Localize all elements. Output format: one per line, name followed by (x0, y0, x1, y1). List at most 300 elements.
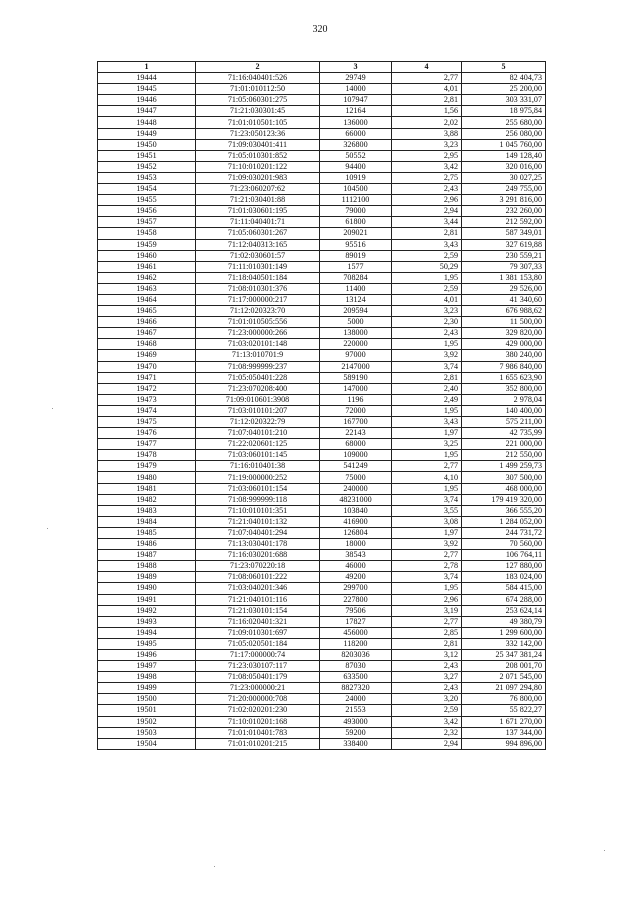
table-row (98, 439, 546, 450)
value-cell: 41 340,60 (462, 294, 546, 305)
row-number-cell: 19500 (98, 694, 196, 705)
area-cell: 103840 (320, 505, 392, 516)
rate-cell: 1,95 (392, 405, 462, 416)
row-number-cell: 19484 (98, 516, 196, 527)
area-cell: 1577 (320, 261, 392, 272)
row-number-cell: 19473 (98, 394, 196, 405)
row-number-cell: 19480 (98, 472, 196, 483)
value-cell: 468 000,00 (462, 483, 546, 494)
rate-cell: 3,43 (392, 417, 462, 428)
value-cell: 575 211,00 (462, 417, 546, 428)
rate-cell: 2,77 (392, 73, 462, 84)
value-cell: 327 619,88 (462, 239, 546, 250)
value-cell: 1 284 052,00 (462, 516, 546, 527)
area-cell: 66000 (320, 128, 392, 139)
area-cell: 79506 (320, 605, 392, 616)
value-cell: 221 000,00 (462, 439, 546, 450)
row-number-cell: 19489 (98, 572, 196, 583)
value-cell: 303 331,07 (462, 95, 546, 106)
value-cell: 179 419 320,00 (462, 494, 546, 505)
rate-cell: 1,95 (392, 450, 462, 461)
table-row (98, 738, 546, 749)
area-cell: 75000 (320, 472, 392, 483)
table-row (98, 483, 546, 494)
value-cell: 429 000,00 (462, 339, 546, 350)
row-number-cell: 19447 (98, 106, 196, 117)
cadastral-number-cell: 71:02:030601:57 (196, 250, 320, 261)
area-cell: 48231000 (320, 494, 392, 505)
area-cell: 24000 (320, 694, 392, 705)
cadastral-number-cell: 71:19:000000:252 (196, 472, 320, 483)
rate-cell: 50,29 (392, 261, 462, 272)
row-number-cell: 19491 (98, 594, 196, 605)
rate-cell: 3,23 (392, 139, 462, 150)
area-cell: 68000 (320, 439, 392, 450)
table-row (98, 161, 546, 172)
area-cell: 138000 (320, 328, 392, 339)
area-cell: 49200 (320, 572, 392, 583)
area-cell: 136000 (320, 117, 392, 128)
area-cell: 227800 (320, 594, 392, 605)
row-number-cell: 19482 (98, 494, 196, 505)
row-number-cell: 19461 (98, 261, 196, 272)
cadastral-number-cell: 71:05:050401:228 (196, 372, 320, 383)
value-cell: 30 027,25 (462, 172, 546, 183)
rate-cell: 1,95 (392, 583, 462, 594)
row-number-cell: 19450 (98, 139, 196, 150)
row-number-cell: 19469 (98, 350, 196, 361)
cadastral-number-cell: 71:17:000000:217 (196, 294, 320, 305)
table-row (98, 405, 546, 416)
area-cell: 708284 (320, 272, 392, 283)
cadastral-number-cell: 71:23:060207:62 (196, 184, 320, 195)
area-cell: 456000 (320, 627, 392, 638)
row-number-cell: 19458 (98, 228, 196, 239)
cadastral-number-cell: 71:01:030601:195 (196, 206, 320, 217)
table-row (98, 306, 546, 317)
scan-speck (52, 408, 53, 409)
table-row (98, 250, 546, 261)
row-number-cell: 19503 (98, 727, 196, 738)
cadastral-number-cell: 71:03:020101:148 (196, 339, 320, 350)
row-number-cell: 19495 (98, 638, 196, 649)
table-row (98, 106, 546, 117)
area-cell: 209594 (320, 306, 392, 317)
area-cell: 18000 (320, 539, 392, 550)
value-cell: 49 380,79 (462, 616, 546, 627)
row-number-cell: 19490 (98, 583, 196, 594)
table-row (98, 561, 546, 572)
area-cell: 1112100 (320, 195, 392, 206)
area-cell: 220000 (320, 339, 392, 350)
value-cell: 584 415,00 (462, 583, 546, 594)
table-row (98, 294, 546, 305)
area-cell: 109000 (320, 450, 392, 461)
rate-cell: 2,77 (392, 616, 462, 627)
rate-cell: 2,81 (392, 638, 462, 649)
area-cell: 1196 (320, 394, 392, 405)
rate-cell: 3,12 (392, 649, 462, 660)
value-cell: 1 671 270,00 (462, 716, 546, 727)
rate-cell: 3,55 (392, 505, 462, 516)
cadastral-number-cell: 71:21:030401:88 (196, 195, 320, 206)
table-row (98, 450, 546, 461)
row-number-cell: 19481 (98, 483, 196, 494)
value-cell: 21 097 294,80 (462, 683, 546, 694)
rate-cell: 2,77 (392, 461, 462, 472)
table-row (98, 716, 546, 727)
rate-cell: 3,42 (392, 716, 462, 727)
row-number-cell: 19504 (98, 738, 196, 749)
area-cell: 11400 (320, 283, 392, 294)
cadastral-number-cell: 71:23:030107:117 (196, 661, 320, 672)
value-cell: 42 735,99 (462, 428, 546, 439)
row-number-cell: 19502 (98, 716, 196, 727)
area-cell: 38543 (320, 550, 392, 561)
value-cell: 25 200,00 (462, 84, 546, 95)
value-cell: 366 555,20 (462, 505, 546, 516)
area-cell: 72000 (320, 405, 392, 416)
cadastral-number-cell: 71:16:010401:38 (196, 461, 320, 472)
value-cell: 1 655 623,90 (462, 372, 546, 383)
area-cell: 493000 (320, 716, 392, 727)
cadastral-number-cell: 71:10:010201:122 (196, 161, 320, 172)
row-number-cell: 19449 (98, 128, 196, 139)
cadastral-number-cell: 71:16:040401:526 (196, 73, 320, 84)
value-cell: 106 764,11 (462, 550, 546, 561)
rate-cell: 2,78 (392, 561, 462, 572)
value-cell: 76 800,00 (462, 694, 546, 705)
column-header: 3 (320, 62, 392, 73)
table-row (98, 383, 546, 394)
rate-cell: 1,95 (392, 339, 462, 350)
cadastral-number-cell: 71:03:010101:207 (196, 405, 320, 416)
value-cell: 25 347 381,24 (462, 649, 546, 660)
value-cell: 994 896,00 (462, 738, 546, 749)
cadastral-number-cell: 71:23:000000:21 (196, 683, 320, 694)
row-number-cell: 19474 (98, 405, 196, 416)
rate-cell: 3,19 (392, 605, 462, 616)
table-row (98, 683, 546, 694)
cadastral-number-cell: 71:08:999999:118 (196, 494, 320, 505)
cadastral-number-cell: 71:09:030201:983 (196, 172, 320, 183)
table-row (98, 361, 546, 372)
value-cell: 140 400,00 (462, 405, 546, 416)
row-number-cell: 19462 (98, 272, 196, 283)
area-cell: 17827 (320, 616, 392, 627)
rate-cell: 2,43 (392, 328, 462, 339)
row-number-cell: 19465 (98, 306, 196, 317)
table-row (98, 228, 546, 239)
table-row (98, 672, 546, 683)
area-cell: 107947 (320, 95, 392, 106)
area-cell: 13124 (320, 294, 392, 305)
cadastral-number-cell: 71:21:040101:132 (196, 516, 320, 527)
value-cell: 208 001,70 (462, 661, 546, 672)
row-number-cell: 19451 (98, 150, 196, 161)
table-row (98, 206, 546, 217)
area-cell: 12164 (320, 106, 392, 117)
cadastral-number-cell: 71:01:010401:783 (196, 727, 320, 738)
value-cell: 183 024,00 (462, 572, 546, 583)
area-cell: 104500 (320, 184, 392, 195)
value-cell: 587 349,01 (462, 228, 546, 239)
cadastral-number-cell: 71:23:070208:400 (196, 383, 320, 394)
area-cell: 147000 (320, 383, 392, 394)
value-cell: 3 291 816,00 (462, 195, 546, 206)
cadastral-number-cell: 71:23:070220:18 (196, 561, 320, 572)
cadastral-number-cell: 71:07:040401:294 (196, 527, 320, 538)
cadastral-number-cell: 71:01:010505:556 (196, 317, 320, 328)
row-number-cell: 19444 (98, 73, 196, 84)
value-cell: 212 592,00 (462, 217, 546, 228)
value-cell: 230 559,21 (462, 250, 546, 261)
rate-cell: 3,43 (392, 239, 462, 250)
value-cell: 137 344,00 (462, 727, 546, 738)
rate-cell: 2,94 (392, 738, 462, 749)
area-cell: 338400 (320, 738, 392, 749)
table-row (98, 272, 546, 283)
rate-cell: 1,95 (392, 483, 462, 494)
cadastral-number-cell: 71:10:010201:168 (196, 716, 320, 727)
value-cell: 232 260,00 (462, 206, 546, 217)
area-cell: 95516 (320, 239, 392, 250)
scan-speck (47, 528, 48, 529)
row-number-cell: 19456 (98, 206, 196, 217)
cadastral-number-cell: 71:22:020601:125 (196, 439, 320, 450)
row-number-cell: 19501 (98, 705, 196, 716)
rate-cell: 2,43 (392, 683, 462, 694)
cadastral-number-cell: 71:23:000000:266 (196, 328, 320, 339)
value-cell: 11 500,00 (462, 317, 546, 328)
row-number-cell: 19454 (98, 184, 196, 195)
row-number-cell: 19475 (98, 417, 196, 428)
cadastral-number-cell: 71:09:010301:697 (196, 627, 320, 638)
table-row (98, 84, 546, 95)
cadastral-number-cell: 71:11:010301:149 (196, 261, 320, 272)
cadastral-number-cell: 71:12:020322:79 (196, 417, 320, 428)
cadastral-number-cell: 71:03:040201:346 (196, 583, 320, 594)
rate-cell: 2,75 (392, 172, 462, 183)
cadastral-number-cell: 71:08:060101:222 (196, 572, 320, 583)
cadastral-number-cell: 71:13:010701:9 (196, 350, 320, 361)
rate-cell: 3,20 (392, 694, 462, 705)
table-row (98, 539, 546, 550)
table-row (98, 95, 546, 106)
value-cell: 307 500,00 (462, 472, 546, 483)
area-cell: 126804 (320, 527, 392, 538)
table-row (98, 217, 546, 228)
table-row (98, 605, 546, 616)
row-number-cell: 19459 (98, 239, 196, 250)
cadastral-number-cell: 71:18:040501:184 (196, 272, 320, 283)
rate-cell: 3,25 (392, 439, 462, 450)
table-row (98, 516, 546, 527)
area-cell: 8203036 (320, 649, 392, 660)
cadastral-number-cell: 71:05:060301:275 (196, 95, 320, 106)
value-cell: 79 307,33 (462, 261, 546, 272)
value-cell: 1 299 600,00 (462, 627, 546, 638)
value-cell: 18 975,84 (462, 106, 546, 117)
cadastral-number-cell: 71:01:010201:215 (196, 738, 320, 749)
row-number-cell: 19494 (98, 627, 196, 638)
table-row (98, 417, 546, 428)
rate-cell: 3,74 (392, 494, 462, 505)
row-number-cell: 19499 (98, 683, 196, 694)
row-number-cell: 19486 (98, 539, 196, 550)
table-row (98, 627, 546, 638)
rate-cell: 1,97 (392, 527, 462, 538)
rate-cell: 2,43 (392, 184, 462, 195)
rate-cell: 2,43 (392, 661, 462, 672)
header-row (98, 62, 546, 73)
cadastral-number-cell: 71:05:020501:184 (196, 638, 320, 649)
row-number-cell: 19452 (98, 161, 196, 172)
cadastral-number-cell: 71:21:040101:116 (196, 594, 320, 605)
table-row (98, 139, 546, 150)
row-number-cell: 19464 (98, 294, 196, 305)
rate-cell: 2,40 (392, 383, 462, 394)
rate-cell: 2,95 (392, 150, 462, 161)
area-cell: 589190 (320, 372, 392, 383)
cadastral-number-cell: 71:23:050123:36 (196, 128, 320, 139)
area-cell: 209021 (320, 228, 392, 239)
area-cell: 416900 (320, 516, 392, 527)
column-header: 2 (196, 62, 320, 73)
column-header: 4 (392, 62, 462, 73)
value-cell: 212 550,00 (462, 450, 546, 461)
cadastral-number-cell: 71:05:010301:852 (196, 150, 320, 161)
rate-cell: 4,01 (392, 84, 462, 95)
area-cell: 50552 (320, 150, 392, 161)
cadastral-number-cell: 71:08:999999:237 (196, 361, 320, 372)
rate-cell: 4,10 (392, 472, 462, 483)
cadastral-number-cell: 71:03:060101:154 (196, 483, 320, 494)
rate-cell: 2,96 (392, 594, 462, 605)
area-cell: 326800 (320, 139, 392, 150)
table-row (98, 461, 546, 472)
table-row (98, 283, 546, 294)
table-row (98, 128, 546, 139)
row-number-cell: 19466 (98, 317, 196, 328)
table-body (98, 73, 546, 750)
cadastral-number-cell: 71:21:030301:45 (196, 106, 320, 117)
table-row (98, 705, 546, 716)
area-cell: 10919 (320, 172, 392, 183)
area-cell: 94400 (320, 161, 392, 172)
table-row (98, 649, 546, 660)
area-cell: 59200 (320, 727, 392, 738)
table-row (98, 638, 546, 649)
cadastral-number-cell: 71:03:060101:145 (196, 450, 320, 461)
rate-cell: 3,92 (392, 350, 462, 361)
table-row (98, 73, 546, 84)
value-cell: 2 071 545,00 (462, 672, 546, 683)
table-row (98, 195, 546, 206)
table-row (98, 394, 546, 405)
row-number-cell: 19476 (98, 428, 196, 439)
rate-cell: 2,59 (392, 250, 462, 261)
row-number-cell: 19468 (98, 339, 196, 350)
area-cell: 97000 (320, 350, 392, 361)
value-cell: 55 822,27 (462, 705, 546, 716)
value-cell: 256 080,00 (462, 128, 546, 139)
rate-cell: 3,44 (392, 217, 462, 228)
rate-cell: 1,56 (392, 106, 462, 117)
area-cell: 89019 (320, 250, 392, 261)
area-cell: 61800 (320, 217, 392, 228)
table-row (98, 184, 546, 195)
rate-cell: 2,81 (392, 95, 462, 106)
rate-cell: 2,81 (392, 228, 462, 239)
value-cell: 7 986 840,00 (462, 361, 546, 372)
area-cell: 240000 (320, 483, 392, 494)
rate-cell: 2,81 (392, 372, 462, 383)
rate-cell: 2,02 (392, 117, 462, 128)
page-number: 320 (312, 24, 328, 35)
cadastral-number-cell: 71:12:040313:165 (196, 239, 320, 250)
value-cell: 253 624,14 (462, 605, 546, 616)
row-number-cell: 19457 (98, 217, 196, 228)
cadastral-number-cell: 71:16:030201:688 (196, 550, 320, 561)
area-cell: 79000 (320, 206, 392, 217)
rate-cell: 2,59 (392, 283, 462, 294)
area-cell: 299700 (320, 583, 392, 594)
area-cell: 167700 (320, 417, 392, 428)
rate-cell: 2,96 (392, 195, 462, 206)
rate-cell: 2,85 (392, 627, 462, 638)
table-row (98, 616, 546, 627)
table-row (98, 339, 546, 350)
row-number-cell: 19460 (98, 250, 196, 261)
column-header: 1 (98, 62, 196, 73)
data-table (97, 61, 546, 750)
row-number-cell: 19479 (98, 461, 196, 472)
scan-speck (214, 866, 215, 867)
scan-speck (604, 850, 605, 851)
table-row (98, 350, 546, 361)
row-number-cell: 19463 (98, 283, 196, 294)
row-number-cell: 19488 (98, 561, 196, 572)
value-cell: 255 680,00 (462, 117, 546, 128)
table-row (98, 239, 546, 250)
cadastral-number-cell: 71:08:010301:376 (196, 283, 320, 294)
value-cell: 380 240,00 (462, 350, 546, 361)
cadastral-number-cell: 71:12:020323:70 (196, 306, 320, 317)
rate-cell: 2,59 (392, 705, 462, 716)
row-number-cell: 19448 (98, 117, 196, 128)
rate-cell: 2,94 (392, 206, 462, 217)
table-row (98, 117, 546, 128)
table-row (98, 261, 546, 272)
area-cell: 2147000 (320, 361, 392, 372)
rate-cell: 3,92 (392, 539, 462, 550)
rate-cell: 3,08 (392, 516, 462, 527)
cadastral-number-cell: 71:02:020201:230 (196, 705, 320, 716)
value-cell: 1 499 259,73 (462, 461, 546, 472)
cadastral-number-cell: 71:11:040401:71 (196, 217, 320, 228)
table-row (98, 661, 546, 672)
row-number-cell: 19493 (98, 616, 196, 627)
value-cell: 70 560,00 (462, 539, 546, 550)
row-number-cell: 19483 (98, 505, 196, 516)
cadastral-number-cell: 71:07:040101:210 (196, 428, 320, 439)
value-cell: 29 526,00 (462, 283, 546, 294)
value-cell: 676 988,62 (462, 306, 546, 317)
area-cell: 8827320 (320, 683, 392, 694)
table-row (98, 372, 546, 383)
value-cell: 332 142,00 (462, 638, 546, 649)
